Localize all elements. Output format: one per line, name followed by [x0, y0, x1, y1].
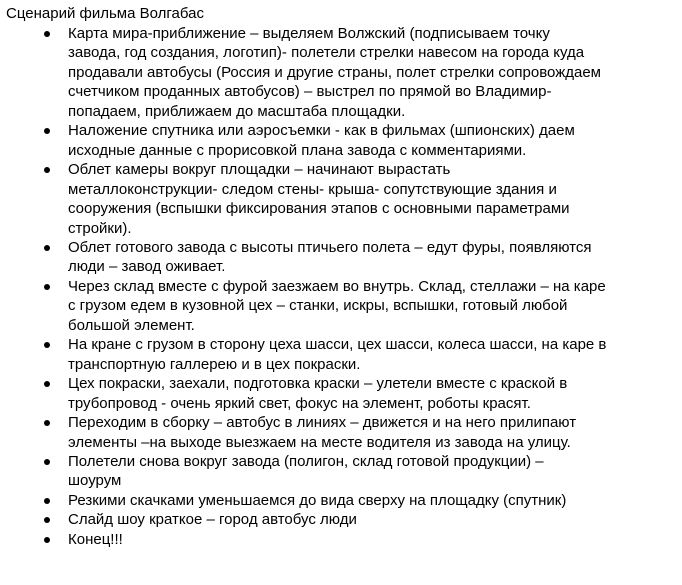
- list-item-line: металлоконструкции- следом стены- крыша- сопутствующие здания и: [68, 180, 557, 198]
- list-item-line: с грузом едем в кузовной цех – станки, искры, вспышки, готовый любой: [68, 297, 568, 315]
- bullet-icon: [44, 381, 50, 387]
- bullet-icon: [44, 245, 50, 251]
- list-item: [0, 452, 682, 491]
- list-item-line: Резкими скачками уменьшаемся до вида сверху на площадку (спутник): [68, 491, 567, 509]
- list-item-line: сооружения (вспышки фиксирования этапов с основными параметрами: [68, 200, 570, 218]
- list-item-line: Через склад вместе с фурой заезжаем во внутрь. Склад, стеллажи – на каре: [68, 277, 606, 295]
- list-item-line: Наложение спутника или аэросъемки - как в фильмах (шпионских) даем: [68, 122, 575, 140]
- list-item: [0, 413, 682, 452]
- list-item-line: Облет готового завода с высоты птичьего полета – едут фуры, появляются: [68, 238, 592, 256]
- document-title: Сценарий фильма Волгабас: [6, 5, 204, 22]
- list-item-line: трубопровод - очень яркий свет, фокус на элемент, роботы красят.: [68, 394, 531, 412]
- list-item: [0, 238, 682, 277]
- list-item-line: исходные данные с прорисовкой плана завода с комментариями.: [68, 141, 527, 159]
- list-item: [0, 121, 682, 160]
- list-item-line: попадаем, приближаем до масштаба площадки.: [68, 102, 406, 120]
- list-item: [0, 24, 682, 121]
- list-item: [0, 335, 682, 374]
- list-item-line: счетчиком проданных автобусов) – выстрел по прямой во Владимир-: [68, 83, 552, 101]
- list-item: [0, 160, 682, 238]
- list-item-line: Полетели снова вокруг завода (полигон, склад готовой продукции) –: [68, 452, 544, 470]
- list-item-line: продавали автобусы (Россия и другие страны, полет стрелки сопровождаем: [68, 63, 601, 81]
- list-item-line: завода, год создания, логотип)- полетели стрелки навесом на города куда: [68, 44, 585, 62]
- list-item: [0, 510, 682, 529]
- bullet-icon: [44, 517, 50, 523]
- scenario-list: [0, 24, 682, 549]
- list-item: [0, 530, 682, 549]
- bullet-icon: [44, 167, 50, 173]
- bullet-icon: [44, 498, 50, 504]
- list-item-line: шоурум: [68, 472, 122, 490]
- list-item-line: На кране с грузом в сторону цеха шасси, цех шасси, колеса шасси, на каре в: [68, 336, 607, 354]
- bullet-icon: [44, 459, 50, 465]
- bullet-icon: [44, 420, 50, 426]
- bullet-icon: [44, 128, 50, 134]
- list-item-line: стройки).: [68, 219, 132, 237]
- bullet-icon: [44, 31, 50, 37]
- list-item-line: люди – завод оживает.: [68, 258, 226, 276]
- list-item: [0, 277, 682, 335]
- list-item-line: Слайд шоу краткое – город автобус люди: [68, 511, 357, 529]
- list-item: [0, 374, 682, 413]
- list-item-line: элементы –на выходе выезжаем на месте водителя из завода на улицу.: [68, 433, 571, 451]
- list-item-line: Переходим в сборку – автобус в линиях – движется и на него прилипают: [68, 414, 577, 432]
- list-item-line: Цех покраски, заехали, подготовка краски – улетели вместе с краской в: [68, 375, 568, 393]
- bullet-icon: [44, 284, 50, 290]
- list-item-line: Конец!!!: [68, 530, 123, 548]
- list-item-line: Облет камеры вокруг площадки – начинают вырастать: [68, 161, 451, 179]
- bullet-icon: [44, 342, 50, 348]
- list-item: [0, 491, 682, 510]
- list-item-line: большой элемент.: [68, 316, 195, 334]
- list-item-line: Карта мира-приближение – выделяем Волжский (подписываем точку: [68, 25, 550, 42]
- bullet-icon: [44, 537, 50, 543]
- list-item-line: транспортную галлерею и в цех покраски.: [68, 355, 361, 373]
